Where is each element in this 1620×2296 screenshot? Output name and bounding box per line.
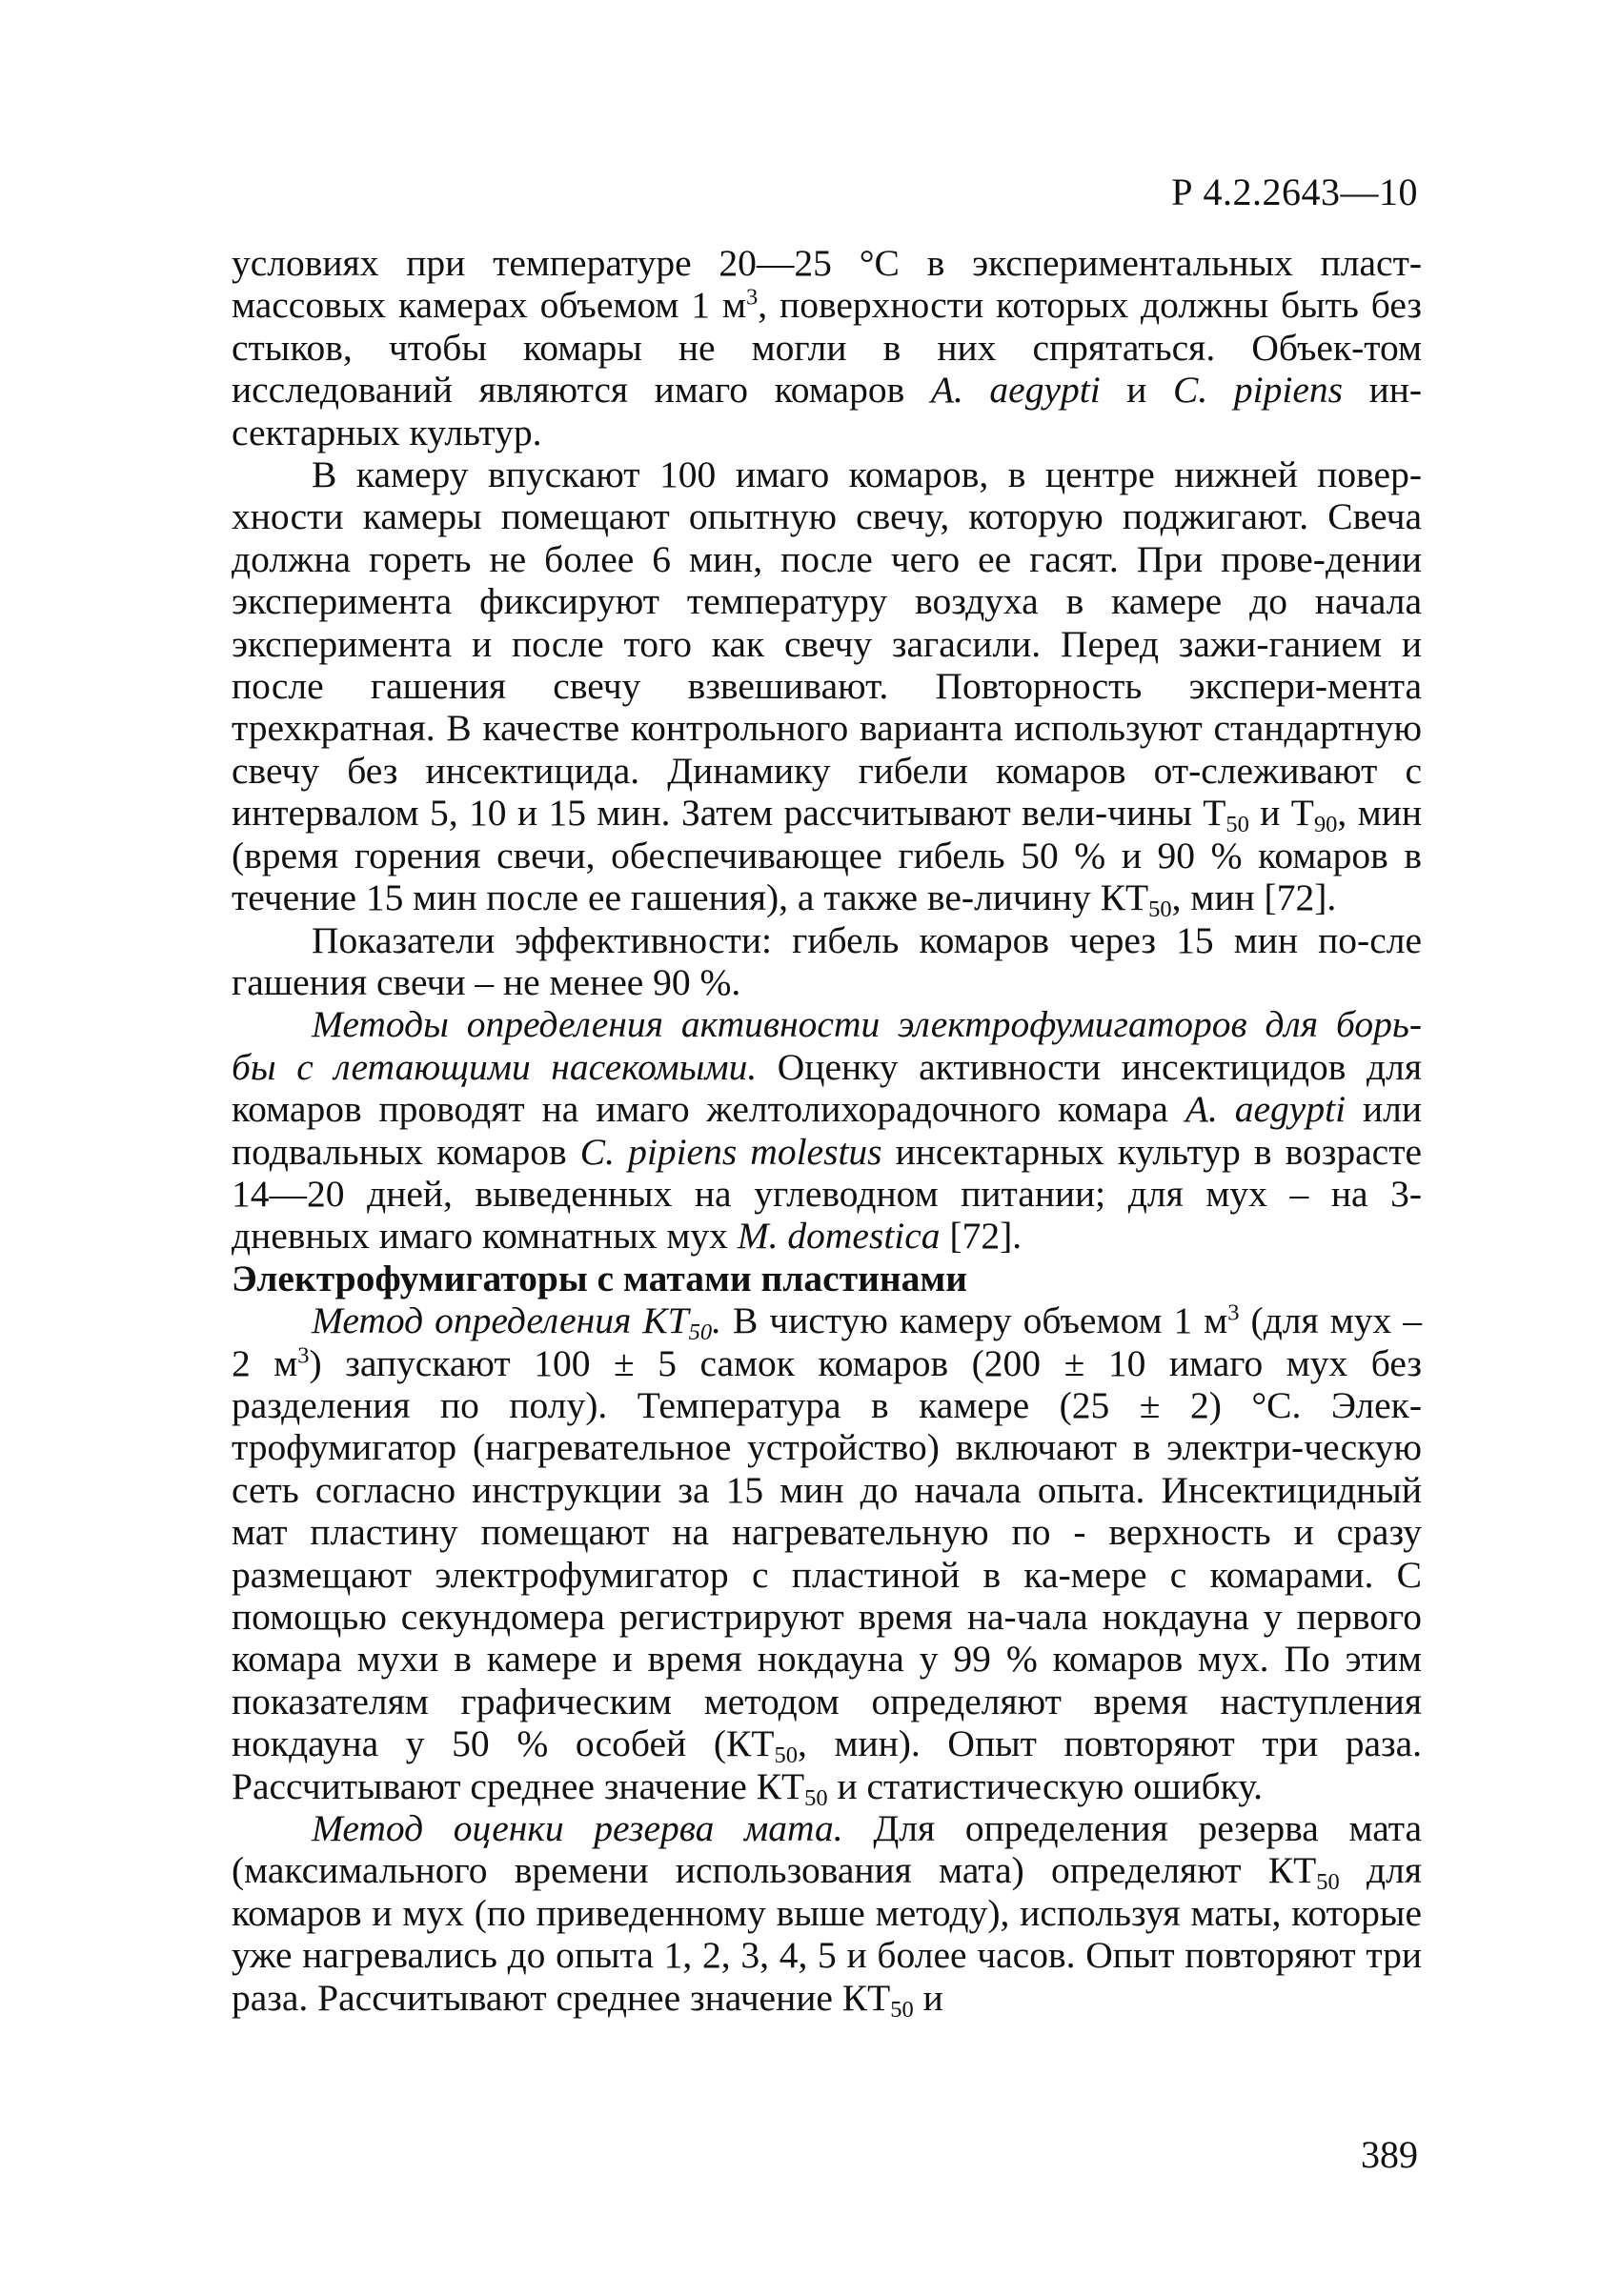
document-code-header: Р 4.2.2643—10 <box>1171 171 1418 213</box>
body-text <box>232 242 1423 2023</box>
species-name: C. pipiens molestus <box>579 1130 882 1173</box>
paragraph-mat-reserve-method: Метод оценки резерва мата. Для определения резерва мата (максимального времени использования мата) определяют $КТ_{50}$ для комаров и мух (по приведенному выше методу), используя маты, которые уже нагревались до опыта 1, 2, 3, 4, 5 и более часов. Опыт повторяют три раза. Рассчитывают среднее значение $КТ_{50}$ и <box>232 1807 1422 2023</box>
italic-lead: Метод определения $КТ_{50}$. <box>312 1299 721 1345</box>
section-heading: Электрофумигаторы с матами пластинами <box>232 1257 968 1299</box>
italic-lead: Методы определения активности электрофумигаторов для борь-бы с летающими насекомыми. <box>232 1003 1422 1088</box>
paragraph-electrofumigator-methods: Методы определения активности электрофумигаторов для борь-бы с летающими насекомыми. Оценку активности инсектицидов для комаров проводят на имаго желтолихорадочного комара A. aegypti или подвальных комаров C. pipiens molestus инсектарных культур в возрасте 14—20 дней, выведенных на углеводном питании; для мух – на 3-дневных имаго комнатных мух M. domestica [72]. <box>232 1003 1423 1258</box>
paragraph-kt50-method: Метод определения $КТ_{50}$. В чистую камеру объемом 1 $м^3$ (для мух – 2 $м^3$) запускают 100 ± 5 самок комаров (200 ± 10 имаго мух без разделения по полу). Температура в камере (25 ± 2) °С. Элек-трофумигатор (нагревательное устройство) включают в электри-ческую сеть согласно инструкции за 15 мин до начала опыта. Инсектицидный мат пластину помещают на нагревательную по - верхность и сразу размещают электрофумигатор с пластиной в ка-мере с комарами. С помощью секундомера регистрируют время на-чала нокдауна у первого комара мухи в камере и время нокдауна у 99 % комаров мух. По этим показателям графическим методом определяют время наступления нокдауна у 50 % особей ($КТ_{50}$, мин). Опыт повторяют три раза. Рассчитывают среднее значение $КТ_{50}$ и статистическую ошибку. <box>232 1299 1422 1811</box>
species-name: A. aegypti <box>930 369 1101 412</box>
page-number: 389 <box>1361 2133 1418 2176</box>
paragraph-candle-procedure: В камеру впускают 100 имаго комаров, в центре нижней повер-хности камеры помещают опытную свечу, которую поджигают. Свеча должна гореть не более 6 мин, после чего ее гасят. При прове-дении эксперимента фиксируют температуру воздуха в камере до начала эксперимента и после того как свечу загасили. Перед зажи-ганием и после гашения свечу взвешивают. Повторность экспери-мента трехкратная. В качестве контрольного варианта используют стандартную свечу без инсектицида. Динамику гибели комаров от-слеживают с интервалом 5, 10 и 15 мин. Затем рассчитывают вели-чины $Т_{50}$ и $Т_{90}$, мин (время горения свечи, обеспечивающее гибель 50 % и 90 % комаров в течение 15 мин после ее гашения), а также ве-личину $КТ_{50}$, мин [72]. <box>232 453 1422 922</box>
paragraph-efficiency: Показатели эффективности: гибель комаров через 15 мин по-сле гашения свечи – не менее 90 %. <box>232 918 1422 1003</box>
species-name: M. domestica <box>737 1215 941 1258</box>
species-name: C. pipiens <box>1173 369 1343 412</box>
italic-lead: Метод оценки резерва мата. <box>312 1807 843 1850</box>
species-name: A. aegypti <box>1185 1088 1347 1131</box>
paragraph-conditions: условиях при температуре 20—25 °С в экспериментальных пласт-массовых камерах объемом 1 $м^3$, поверхности которых должны быть без стыков, чтобы комары не могли в них спрятаться. Объек-том исследований являются имаго комаров A. aegypti и C. pipiens ин-сектарных культур. <box>232 242 1423 453</box>
